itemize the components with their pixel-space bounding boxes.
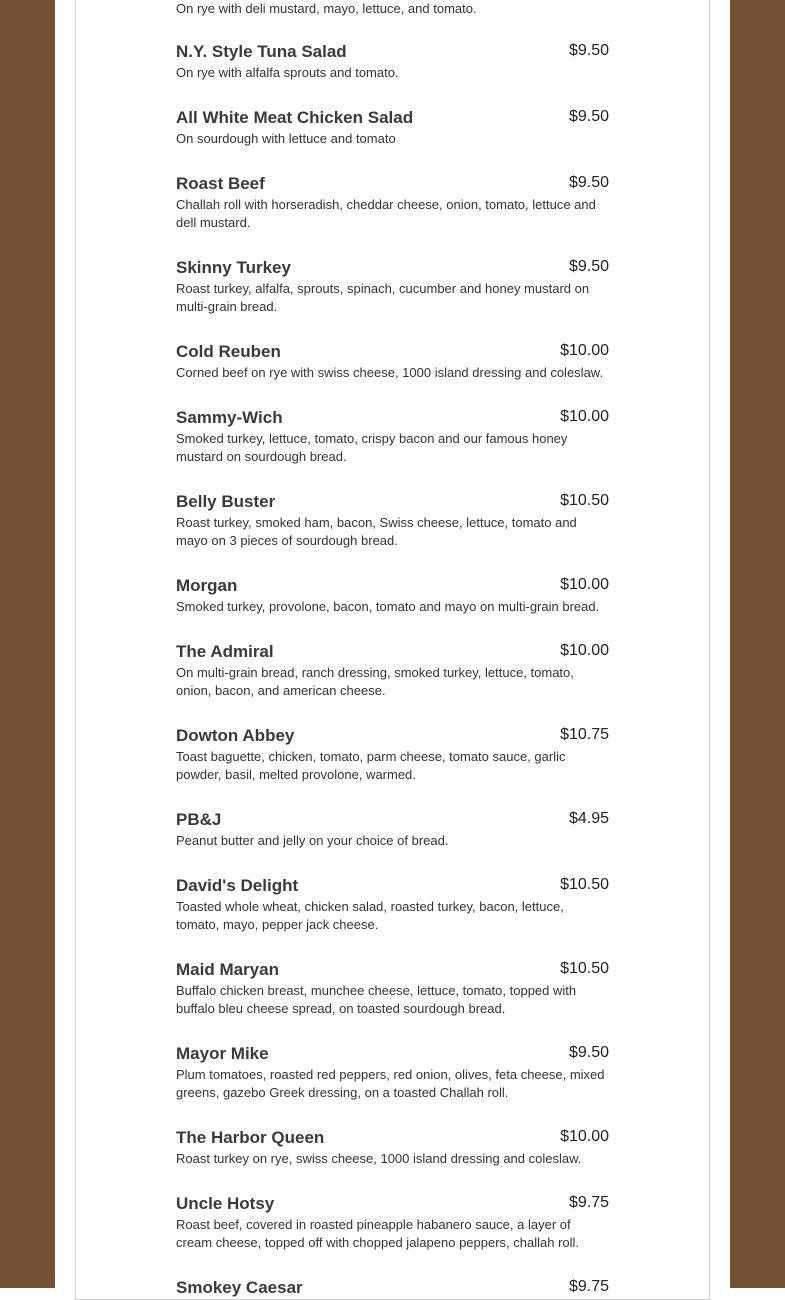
menu-item [176, 640, 609, 700]
menu-item [176, 256, 609, 316]
menu-item [176, 406, 609, 466]
menu-item [176, 808, 609, 850]
menu-item-name: PB&J [176, 810, 222, 829]
menu-item-header [176, 640, 609, 664]
menu-item [176, 958, 609, 1018]
menu-item-name: Skinny Turkey [176, 258, 291, 277]
menu-item-description: Smoked turkey, provolone, bacon, tomato and mayo on multi-grain bread. [176, 599, 600, 614]
menu-item [176, 724, 609, 784]
menu-item-name: Morgan [176, 576, 238, 595]
menu-item-name: Belly Buster [176, 492, 276, 511]
menu-item [176, 1126, 609, 1168]
menu-item-description: Plum tomatoes, roasted red peppers, red onion, olives, feta cheese, mixed greens, gazebo Greek dressing, on a toasted Challah roll. [176, 1067, 605, 1100]
menu-item [176, 1276, 609, 1300]
menu-item-price: $9.50 [568, 108, 609, 125]
menu-item-price: $9.75 [568, 1278, 609, 1295]
menu-item-description: On rye with alfalfa sprouts and tomato. [176, 65, 399, 80]
menu-item [176, 40, 609, 82]
menu-item-price: $9.50 [568, 1044, 609, 1061]
menu-item-header [176, 724, 609, 748]
menu-item-header [176, 574, 609, 598]
menu-item-price: $10.00 [560, 642, 609, 659]
menu-item-name: N.Y. Style Tuna Salad [176, 42, 347, 61]
menu-item-header [176, 1126, 609, 1150]
menu-item-description: Challah roll with horseradish, cheddar cheese, onion, tomato, lettuce and dell mustard. [176, 197, 596, 230]
menu-item-price: $9.50 [568, 42, 609, 59]
menu-item-header [176, 808, 609, 832]
menu-item [176, 1192, 609, 1252]
menu-item-name: The Harbor Queen [176, 1128, 325, 1147]
menu-item-name: Cold Reuben [176, 342, 281, 361]
menu-item-header [176, 256, 609, 280]
menu-item-name: Smokey Caesar [176, 1278, 303, 1297]
menu-item-description: Peanut butter and jelly on your choice of bread. [176, 833, 449, 848]
menu-item [176, 106, 609, 148]
menu-item-description: Toasted whole wheat, chicken salad, roasted turkey, bacon, lettuce, tomato, mayo, pepper jack cheese. [176, 899, 564, 932]
menu-item-price: $10.00 [560, 408, 609, 425]
menu-item-description: Roast beef, covered in roasted pineapple habanero sauce, a layer of cream cheese, topped off with chopped jalapeno peppers, challah roll. [176, 1217, 580, 1250]
menu-item-price: $9.50 [568, 174, 609, 191]
menu-item-price: $9.50 [568, 258, 609, 275]
left-side-panel [0, 0, 55, 1288]
right-side-panel [730, 0, 785, 1288]
menu-item-header [176, 40, 609, 64]
menu-item-price: $9.75 [568, 1194, 609, 1211]
menu-item-header [176, 490, 609, 514]
menu-item-header [176, 1276, 609, 1300]
menu-item-name: Sammy-Wich [176, 408, 283, 427]
menu-item [176, 490, 609, 550]
menu-item-name: All White Meat Chicken Salad [176, 108, 414, 127]
menu-item [176, 1042, 609, 1102]
menu-item-header [176, 340, 609, 364]
menu-item-header [176, 1192, 609, 1216]
menu-item-header [176, 958, 609, 982]
menu-item-description: Buffalo chicken breast, munchee cheese, lettuce, tomato, topped with buffalo bleu cheese spread, on toasted sourdough bread. [176, 983, 577, 1016]
menu-item-header [176, 406, 609, 430]
menu-item-header [176, 874, 609, 898]
menu-item-price: $10.00 [560, 342, 609, 359]
menu-item-header [176, 106, 609, 130]
menu-item-header [176, 1042, 609, 1066]
menu-item-price: $10.75 [560, 726, 609, 743]
menu-item-price: $10.50 [560, 492, 609, 509]
menu-item-header [176, 172, 609, 196]
menu-item-description: Roast turkey on rye, swiss cheese, 1000 island dressing and coleslaw. [176, 1151, 582, 1166]
menu-item-name: The Admiral [176, 642, 274, 661]
menu-item-name: Dowton Abbey [176, 726, 295, 745]
menu-item [176, 874, 609, 934]
menu-item-description: Corned beef on rye with swiss cheese, 1000 island dressing and coleslaw. [176, 365, 604, 380]
menu-item-name: David's Delight [176, 876, 299, 895]
menu-item-description: Roast turkey, alfalfa, sprouts, spinach, cucumber and honey mustard on multi-grain bread. [176, 281, 590, 314]
menu-item-description: On sourdough with lettuce and tomato [176, 131, 396, 146]
menu-item [176, 574, 609, 616]
menu-item-name: Maid Maryan [176, 960, 279, 979]
item-description-partial: On rye with deli mustard, mayo, lettuce, and tomato. [176, 1, 477, 16]
menu-item-description: Roast turkey, smoked ham, bacon, Swiss cheese, lettuce, tomato and mayo on 3 pieces of sourdough bread. [176, 515, 577, 548]
menu-item-price: $10.50 [560, 960, 609, 977]
menu-item-description: Smoked turkey, lettuce, tomato, crispy bacon and our famous honey mustard on sourdough bread. [176, 431, 568, 464]
menu-item-name: Roast Beef [176, 174, 265, 193]
menu-item-description: Toast baguette, chicken, tomato, parm cheese, tomato sauce, garlic powder, basil, melted provolone, warmed. [176, 749, 566, 782]
menu-item [176, 340, 609, 382]
menu-item-price: $10.50 [560, 876, 609, 893]
menu-item-name: Uncle Hotsy [176, 1194, 275, 1213]
menu-item-description: On multi-grain bread, ranch dressing, smoked turkey, lettuce, tomato, onion, bacon, and american cheese. [176, 665, 574, 698]
menu-item-price: $10.00 [560, 1128, 609, 1145]
menu-item-price: $10.00 [560, 576, 609, 593]
menu-item-name: Mayor Mike [176, 1044, 269, 1063]
menu-item-price: $4.95 [568, 810, 609, 827]
menu-item [176, 172, 609, 232]
